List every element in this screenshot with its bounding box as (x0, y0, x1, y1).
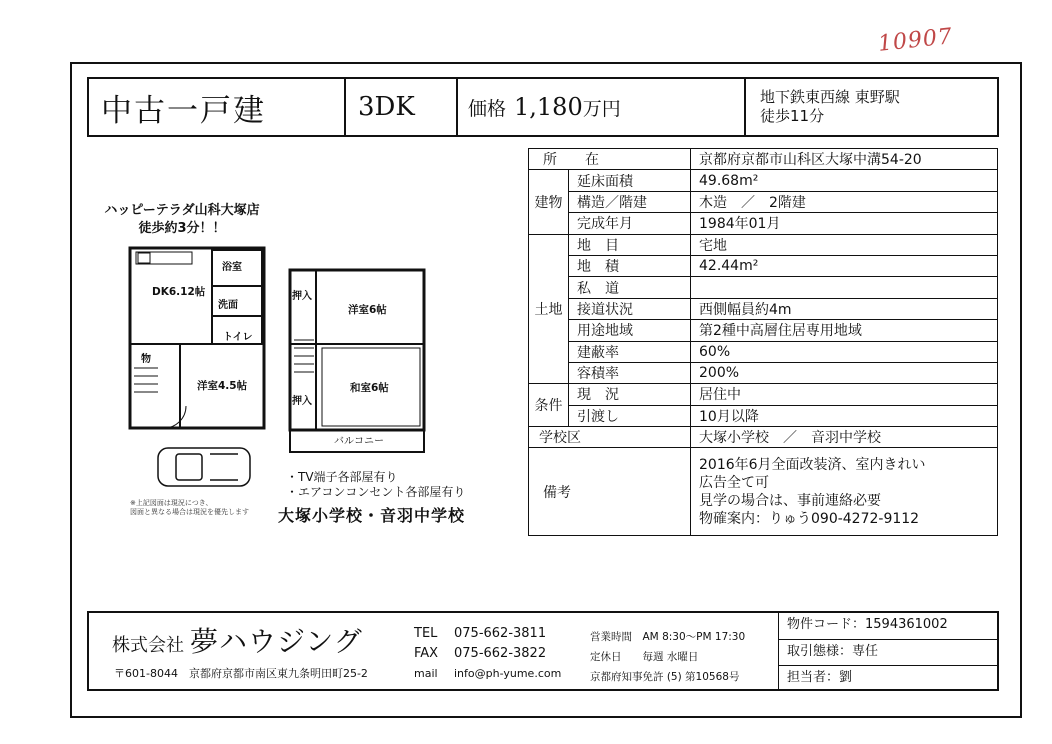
parking-car-icon (158, 448, 250, 486)
table-row (529, 405, 998, 426)
price-cell (458, 79, 746, 135)
remarks-line: 物確案内：りゅう090-4272-9112 (699, 510, 920, 527)
price-label: 価格 (468, 97, 507, 120)
western-room-2-label: 洋室6帖 (348, 304, 387, 316)
station-cell (746, 79, 997, 135)
closet-label: 押入 (292, 396, 312, 407)
land-area-value: 42.44m² (691, 255, 998, 276)
company-brand: 夢ハウジング (190, 625, 363, 658)
company-address: 〒601-8044 京都府京都市南区東九条明田町25-2 (114, 667, 368, 680)
wash-label: 洗面 (218, 300, 238, 311)
conditions-category: 条件 (529, 384, 569, 427)
handwritten-reference-number: 10907 (876, 24, 955, 57)
company-name (112, 620, 363, 660)
table-row (529, 213, 998, 234)
road-access-label: 接道状況 (569, 298, 691, 319)
land-type-value: 宅地 (691, 234, 998, 255)
walk-to-store: 徒歩約3分！！ (138, 221, 226, 236)
table-row (529, 362, 998, 383)
structure-value: 木造 ／ 2階建 (691, 191, 998, 212)
address-value: 京都府京都市山科区大塚中溝54-20 (691, 149, 998, 170)
table-row (529, 255, 998, 276)
address-label: 所 在 (529, 149, 691, 170)
far-value: 200% (691, 362, 998, 383)
western-room-1-label: 洋室4.5帖 (197, 380, 248, 392)
table-row (529, 448, 998, 536)
kitchen-counter (136, 252, 192, 264)
remarks-value (691, 448, 998, 536)
remarks-line: 広告全て可 (699, 474, 769, 491)
table-row (529, 191, 998, 212)
completed-label: 完成年月 (569, 213, 691, 234)
toilet-label: トイレ (223, 332, 253, 343)
header-bar (87, 77, 999, 137)
status-label: 現 況 (569, 384, 691, 405)
japanese-room-label: 和室6帖 (350, 382, 389, 394)
property-code-box (778, 613, 999, 691)
mail-address[interactable]: info@ph-yume.com (454, 667, 562, 680)
remarks-label: 備考 (529, 448, 691, 536)
property-code: 物件コード：1594361002 (778, 613, 999, 639)
stair-icon (134, 368, 158, 392)
table-row (529, 149, 998, 170)
table-row (529, 234, 998, 255)
building-category: 建物 (529, 170, 569, 234)
school-banner: 大塚小学校・音羽中学校 (278, 506, 466, 525)
staff-name: 担当者：劉 (778, 665, 999, 691)
stove-icon (138, 253, 150, 263)
remarks-line: 2016年6月全面改装済、室内きれい (699, 456, 926, 473)
bath-label: 浴室 (222, 262, 242, 273)
private-road-value (691, 277, 998, 298)
layout-label: 3DK (346, 79, 458, 135)
business-hours (590, 627, 745, 687)
company-prefix: 株式会社 (112, 635, 184, 656)
status-value: 居住中 (691, 384, 998, 405)
table-row (529, 298, 998, 319)
plan-disclaimer (130, 499, 249, 517)
holiday-line: 定休日 毎週 水曜日 (590, 651, 699, 663)
price-unit: 万円 (582, 97, 621, 120)
handover-label: 引渡し (569, 405, 691, 426)
note-line: ・TV端子各部屋有り (286, 470, 398, 484)
tel-number[interactable]: 075-662-3811 (454, 626, 547, 641)
nearby-store: ハッピーテラダ山科大塚店 (104, 203, 260, 218)
storage-label: 物 (141, 354, 151, 365)
fax-number: 075-662-3822 (454, 646, 547, 661)
remarks-line: 見学の場合は、事前連絡必要 (699, 492, 881, 509)
handover-value: 10月以降 (691, 405, 998, 426)
hours-line: 営業時間 AM 8:30〜PM 17:30 (590, 631, 746, 643)
tel-label: TEL (414, 626, 438, 641)
fax-label: FAX (414, 646, 439, 661)
disclaimer-line: ※上記図面は現況につき、 (130, 499, 213, 507)
zoning-value: 第2種中高層住居専用地域 (691, 320, 998, 341)
structure-label: 構造／階建 (569, 191, 691, 212)
far-label: 容積率 (569, 362, 691, 383)
table-row (529, 341, 998, 362)
balcony-label: バルコニー (334, 436, 384, 447)
coverage-value: 60% (691, 341, 998, 362)
zoning-label: 用途地域 (569, 320, 691, 341)
road-access-value: 西側幅員約4m (691, 298, 998, 319)
private-road-label: 私 道 (569, 277, 691, 298)
dk-label: DK6.12帖 (152, 286, 206, 298)
station-line: 地下鉄東西線 東野駅 (760, 88, 900, 106)
door-swing (164, 406, 186, 428)
floorplan-title (92, 202, 272, 238)
closet-label: 押入 (292, 291, 312, 302)
walk-time: 徒歩11分 (760, 107, 825, 125)
table-row (529, 170, 998, 191)
table-row (529, 384, 998, 405)
floor-plan-drawing (100, 240, 440, 490)
property-type: 中古一戸建 (89, 79, 346, 135)
coverage-label: 建蔽率 (569, 341, 691, 362)
land-type-label: 地 目 (569, 234, 691, 255)
table-row (529, 277, 998, 298)
property-details-table (528, 148, 998, 536)
equipment-notes (286, 470, 465, 500)
transaction-type: 取引態様：専任 (778, 639, 999, 665)
land-category: 土地 (529, 234, 569, 384)
table-row (529, 320, 998, 341)
land-area-label: 地 積 (569, 255, 691, 276)
mail-label: mail (414, 667, 438, 680)
school-district-label: 学校区 (529, 427, 691, 448)
school-district-value: 大塚小学校 ／ 音羽中学校 (691, 427, 998, 448)
table-row (529, 427, 998, 448)
note-line: ・エアコンコンセント各部屋有り (286, 485, 466, 499)
contact-info (414, 624, 561, 684)
license-line: 京都府知事免許 (5) 第10568号 (590, 671, 740, 683)
floor-area-label: 延床面積 (569, 170, 691, 191)
price-value: 1,180 (514, 93, 583, 121)
completed-value: 1984年01月 (691, 213, 998, 234)
floor-area-value: 49.68m² (691, 170, 998, 191)
disclaimer-line: 図面と異なる場合は現況を優先します (130, 508, 249, 516)
